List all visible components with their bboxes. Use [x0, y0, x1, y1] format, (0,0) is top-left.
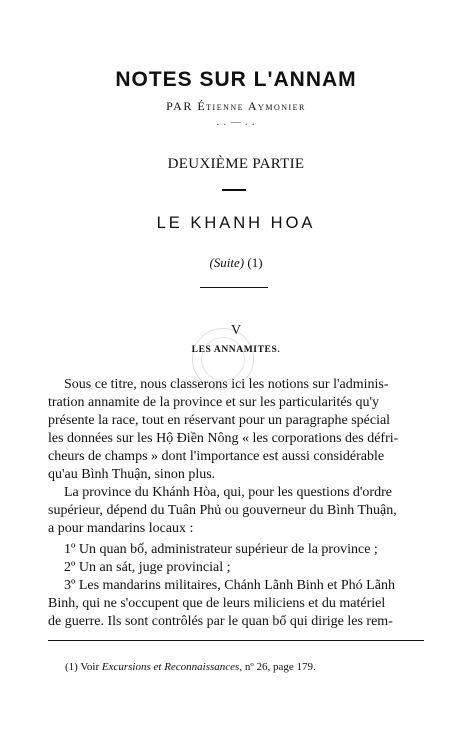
suite-line — [0, 255, 472, 271]
section-heading: LE KHANH HOA — [156, 214, 316, 232]
footnote — [65, 661, 316, 673]
author-line — [0, 99, 472, 114]
part-heading: DEUXIÈME PARTIE — [167, 156, 305, 172]
body-line: tration annamite de la province et sur les particularités qu'y — [48, 395, 380, 410]
page-title: NOTES SUR L'ANNAM — [115, 68, 357, 91]
footnote-suffix: , nº 26, page 179. — [239, 661, 316, 673]
chapter-numeral: V — [230, 323, 242, 338]
suite-label: (Suite) — [209, 255, 245, 270]
body-line: présente la race, tout en réservant pour un paragraphe spécial — [48, 413, 391, 428]
footnote-rule — [48, 640, 424, 641]
footnote-title: Excursions et Reconnaissances — [101, 661, 240, 673]
body-line: Sous ce titre, nous classerons ici les notions sur l'adminis- — [64, 377, 389, 392]
body-line: Binh, qui ne s'occupent que de leurs miliciens et du matériel — [48, 596, 386, 611]
body-line: qu'au Bình Thuận, sinon plus. — [48, 467, 216, 482]
chapter-subtitle: LES ANNAMITES. — [191, 345, 281, 355]
body-line: cheurs de champs » dont l'importance est aussi considérable — [48, 449, 385, 464]
short-rule — [222, 189, 246, 191]
body-line: de guerre. Ils sont contrôlés par le quan bố qui dirige les rem- — [48, 614, 393, 629]
body-line: supérieur, dépend du Tuân Phủ ou gouverneur du Bình Thuận, — [48, 503, 397, 518]
body-line: 3º Les mandarins militaires, Chánh Lãnh Binh et Phó Lãnh — [64, 578, 395, 593]
body-line: a pour mandarins locaux : — [48, 521, 194, 536]
suite-footnote-ref: (1) — [244, 255, 263, 270]
author-name: Étienne Aymonier — [197, 99, 306, 113]
section-rule — [200, 287, 268, 288]
footnote-prefix: (1) Voir — [65, 661, 102, 673]
body-line: les données sur les Hộ Điền Nông « les corporations des défri- — [48, 431, 399, 446]
body-line: 2º Un an sát, juge provincial ; — [64, 560, 231, 575]
body-line: 1º Un quan bố, administrateur supérieur de la province ; — [64, 542, 378, 557]
ornament-dots: . . — . . — [216, 117, 256, 128]
body-line: La province du Khánh Hòa, qui, pour les questions d'ordre — [64, 485, 392, 500]
author-par: PAR — [166, 99, 193, 113]
